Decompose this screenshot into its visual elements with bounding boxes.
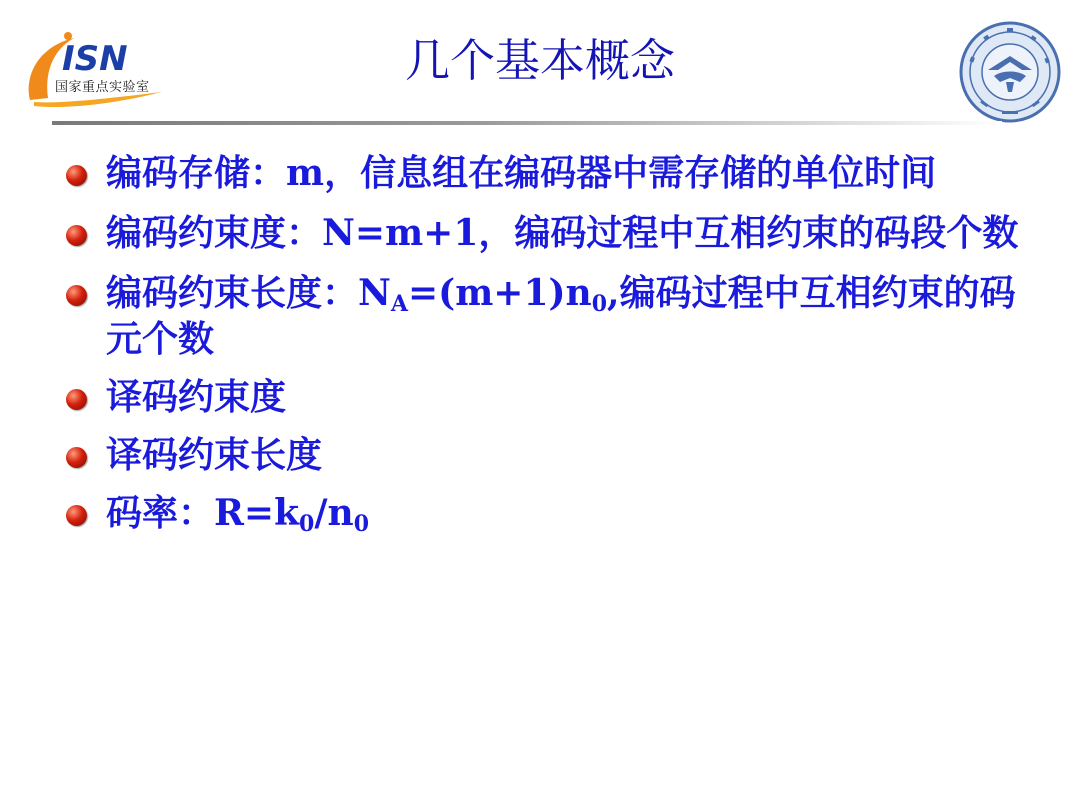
xidian-university-seal-icon (958, 20, 1062, 124)
university-seal (958, 20, 1062, 124)
svg-text:ISN: ISN (62, 39, 128, 79)
list-item-encoding-memory: 编码存储：m，信息组在编码器中需存储的单位时间 (66, 150, 1026, 196)
bullet-icon (66, 505, 87, 526)
list-item-constraint-degree: 编码约束度：N=m+1，编码过程中互相约束的码段个数 (66, 210, 1026, 256)
bullet-icon (66, 285, 87, 306)
concept-list (66, 150, 1026, 550)
bullet-icon (66, 389, 87, 410)
slide-title: 几个基本概念 (404, 34, 675, 87)
logo-subtitle: 国家重点实验室 (55, 80, 150, 95)
bullet-icon (66, 165, 87, 186)
bullet-icon (66, 447, 87, 468)
list-item-code-rate: 码率：$R=k_0/n_0$ (66, 490, 1026, 536)
list-item-decoding-constraint-length: 译码约束长度 (66, 432, 1026, 478)
list-item-decoding-constraint-degree: 译码约束度 (66, 374, 1026, 420)
bullet-icon (66, 225, 87, 246)
header-divider (52, 121, 1002, 125)
list-item-constraint-length: 编码约束长度：$N_A=(m+1)n_0$,编码过程中互相约束的码元个数 (66, 270, 1026, 362)
